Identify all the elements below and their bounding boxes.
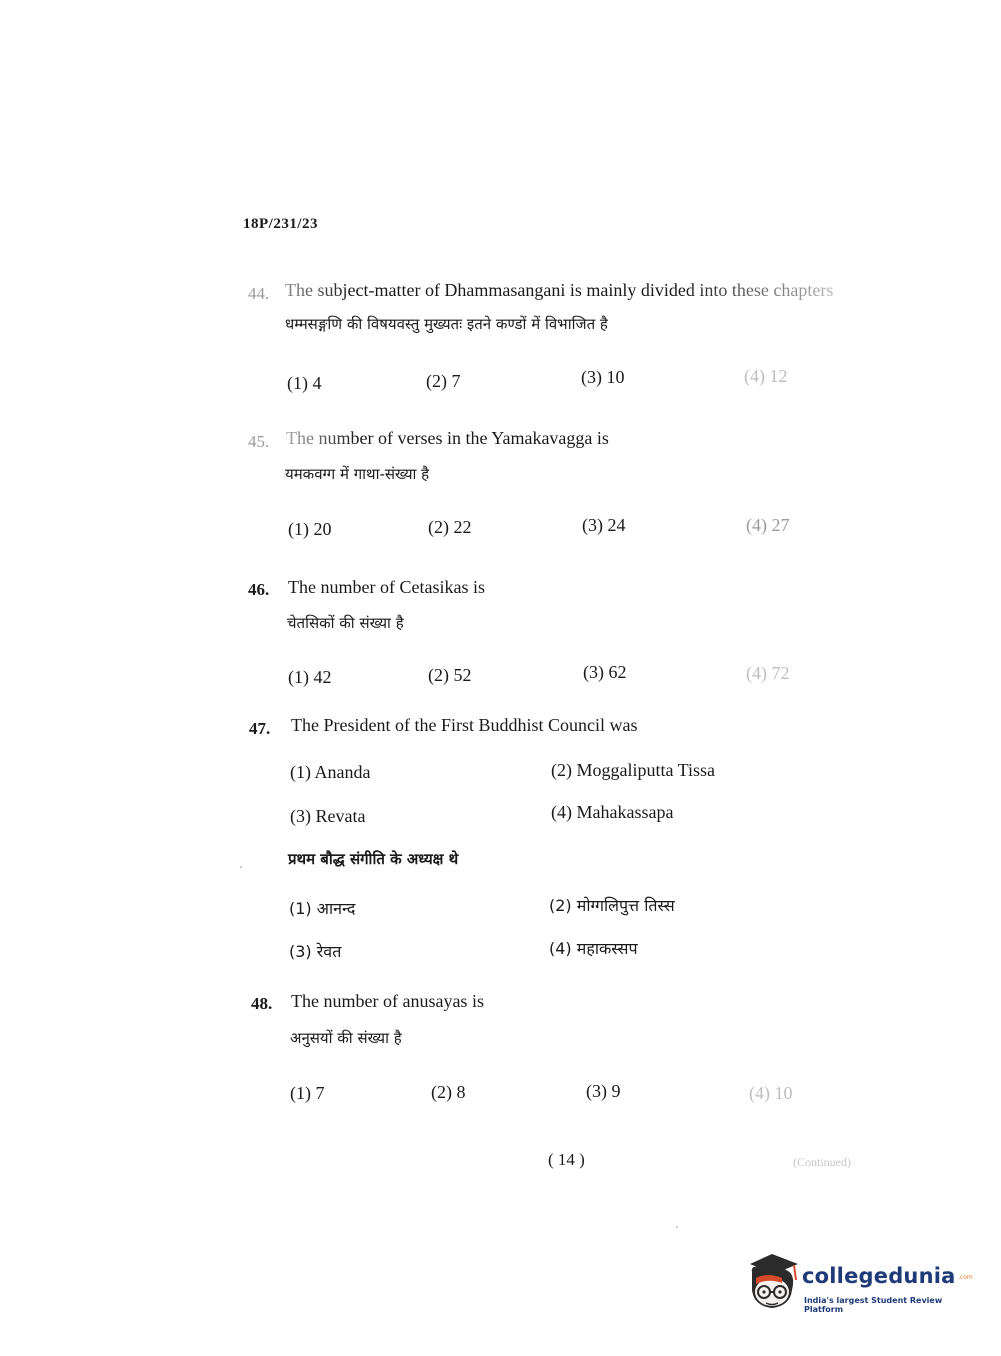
option-2: (2) 8 xyxy=(431,1082,466,1102)
option-4: (4) 10 xyxy=(749,1083,793,1103)
option-4: (4) 12 xyxy=(744,366,788,386)
option-3: (3) 24 xyxy=(582,515,626,535)
question-text-hi: अनुसयों की संख्या है xyxy=(290,1029,402,1047)
option-3: (3) 10 xyxy=(581,367,625,387)
option-1: (1) 4 xyxy=(287,373,322,393)
option-1-en: (1) Ananda xyxy=(290,762,371,782)
scan-speck xyxy=(676,1226,678,1228)
question-text-en: The subject-matter of Dhammasangani is mainly divided into these chapters xyxy=(285,280,834,300)
question-text-en: The number of verses in the Yamakavagga is xyxy=(286,428,609,448)
page-number: ( 14 ) xyxy=(548,1150,585,1169)
option-4-hi: (4) महाकस्सप xyxy=(549,939,638,958)
question-text-hi: धम्मसङ्गणि की विषयवस्तु मुख्यतः इतने कण्डों में विभाजित है xyxy=(285,315,608,333)
question-text-hi: चेतसिकों की संख्या है xyxy=(287,614,404,632)
option-2: (2) 52 xyxy=(428,665,472,685)
option-2-en: (2) Moggaliputta Tissa xyxy=(551,760,716,780)
option-3-en: (3) Revata xyxy=(290,806,366,826)
logo-domain-suffix: .com xyxy=(958,1274,973,1281)
question-number: 45. xyxy=(248,432,270,451)
option-1: (1) 7 xyxy=(290,1083,325,1103)
option-1: (1) 42 xyxy=(288,667,332,687)
option-4: (4) 72 xyxy=(746,663,790,683)
question-number: 48. xyxy=(251,994,273,1013)
question-text-en: The number of Cetasikas is xyxy=(288,577,485,597)
option-2: (2) 22 xyxy=(428,517,472,537)
question-number: 47. xyxy=(249,719,271,738)
collegedunia-logo xyxy=(742,1250,972,1322)
question-text-hi: प्रथम बौद्ध संगीति के अध्यक्ष थे xyxy=(288,850,459,868)
option-1-hi: (1) आनन्द xyxy=(289,899,356,918)
option-4-en: (4) Mahakassapa xyxy=(551,802,674,822)
logo-wordmark: collegedunia xyxy=(802,1264,956,1288)
question-text-en: The President of the First Buddhist Council was xyxy=(291,715,638,735)
option-2: (2) 7 xyxy=(426,371,461,391)
question-text-en: The number of anusayas is xyxy=(291,991,484,1011)
logo-tagline: India's largest Student Review Platform xyxy=(804,1296,943,1314)
option-3-hi: (3) रेवत xyxy=(289,942,342,961)
option-3: (3) 62 xyxy=(583,662,627,682)
option-2-hi: (2) मोग्गलिपुत्त तिस्स xyxy=(549,896,675,915)
scan-speck xyxy=(240,866,242,868)
mascot-icon xyxy=(742,1250,804,1322)
question-number: 44. xyxy=(248,284,270,303)
question-text-hi: यमकवग्ग में गाथा-संख्या है xyxy=(285,465,430,483)
option-1: (1) 20 xyxy=(288,519,332,539)
continued-label: (Continued) xyxy=(793,1155,851,1169)
option-3: (3) 9 xyxy=(586,1081,621,1101)
question-number: 46. xyxy=(248,580,270,599)
option-4: (4) 27 xyxy=(746,515,790,535)
paper-code: 18P/231/23 xyxy=(243,216,318,232)
